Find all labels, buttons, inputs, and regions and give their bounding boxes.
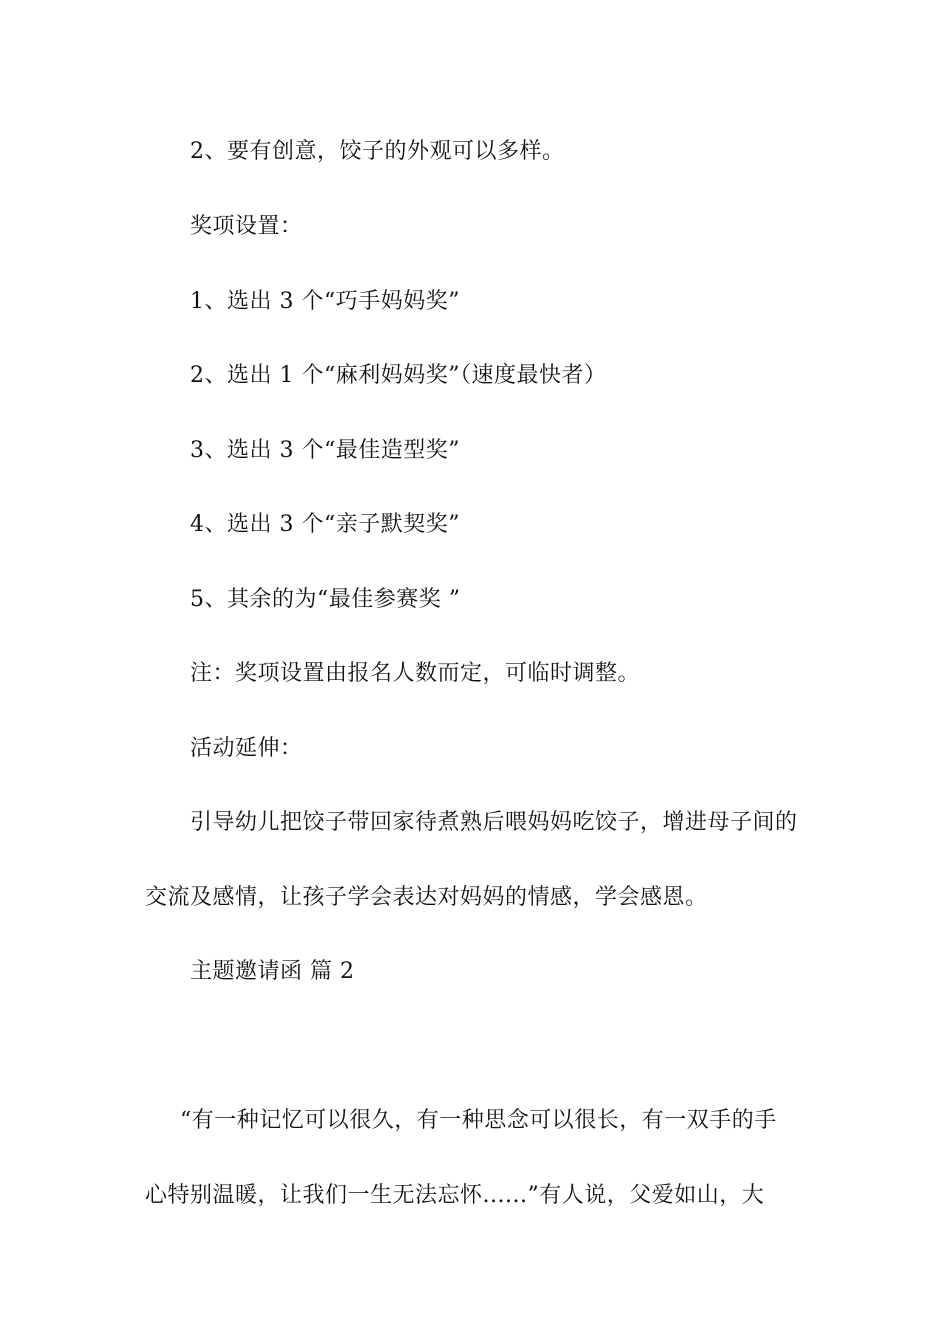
award-item-5: 5、其余的为“最佳参赛奖 ” (190, 587, 461, 612)
award-item-1: 1、选出 3 个“巧手妈妈奖” (190, 289, 460, 314)
section-title: 主题邀请函 篇 2 (190, 959, 355, 984)
rule-item-2: 2、要有创意，饺子的外观可以多样。 (190, 139, 565, 164)
awards-heading: 奖项设置： (190, 214, 303, 239)
extension-heading: 活动延伸： (190, 736, 303, 761)
quote-paragraph-line-1: “有一种记忆可以很久，有一种思念可以很长，有一双手的手 (180, 1108, 777, 1133)
awards-note: 注：奖项设置由报名人数而定，可临时调整。 (190, 661, 641, 686)
quote-paragraph-line-2: 心特别温暖，让我们一生无法忘怀......”有人说，父爱如山，大 (145, 1183, 765, 1208)
award-item-3: 3、选出 3 个“最佳造型奖” (190, 438, 460, 463)
extension-paragraph-line-1: 引导幼儿把饺子带回家待煮熟后喂妈妈吃饺子，增进母子间的 (190, 810, 798, 835)
award-item-2: 2、选出 1 个“麻利妈妈奖”（速度最快者） (190, 363, 607, 388)
award-item-4: 4、选出 3 个“亲子默契奖” (190, 512, 460, 537)
extension-paragraph-line-2: 交流及感情，让孩子学会表达对妈妈的情感，学会感恩。 (145, 885, 708, 910)
